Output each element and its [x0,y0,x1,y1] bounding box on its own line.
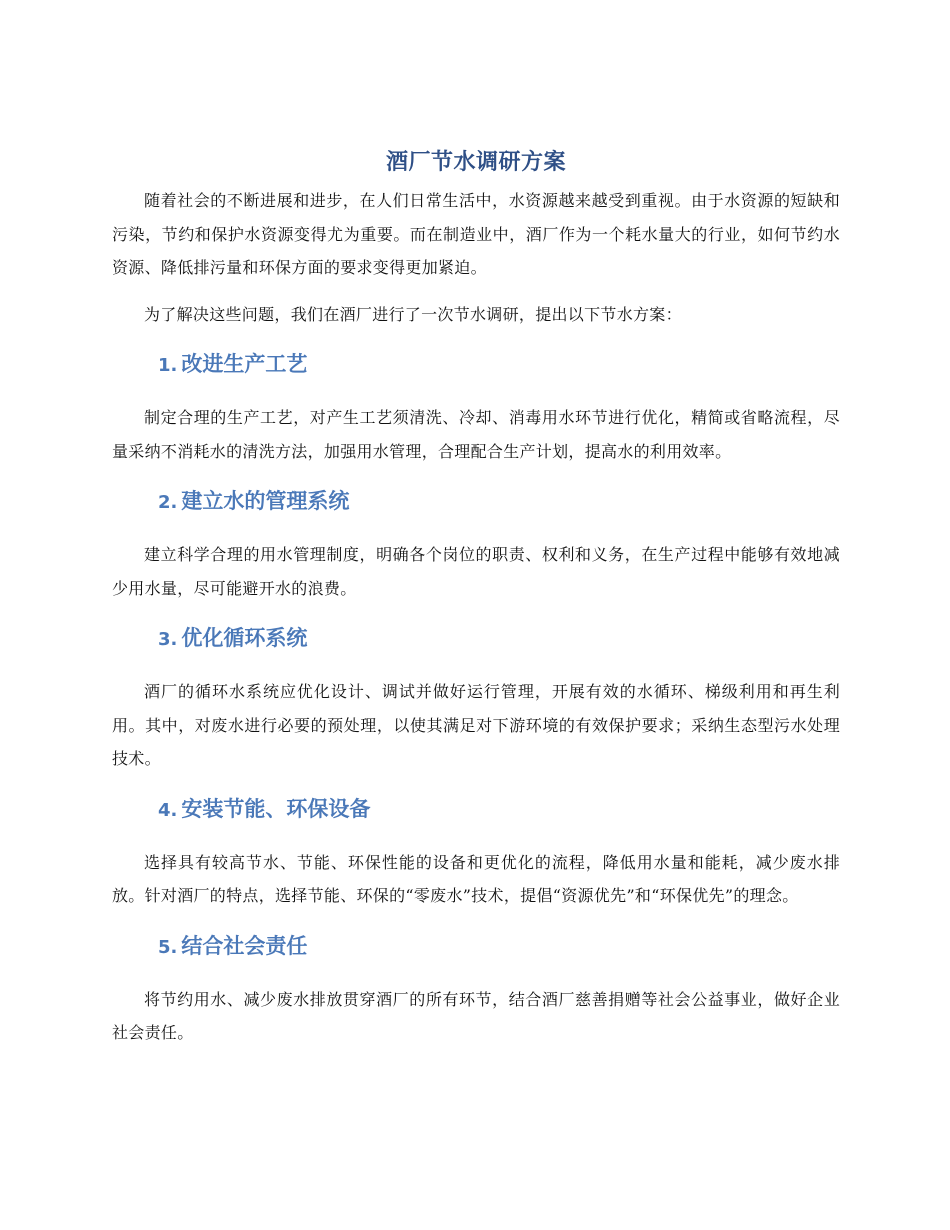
section-heading-text: 安装节能、环保设备 [181,796,371,821]
section-number: 2. [158,492,178,513]
section-heading-text: 改进生产工艺 [181,352,308,376]
section-heading [112,486,840,518]
section-heading [112,931,840,963]
section-body: 选择具有较高节水、节能、环保性能的设备和更优化的流程，降低用水量和能耗，减少废水排放。针对酒厂的特点，选择节能、环保的“零废水”技术，提倡“资源优先”和“环保优先”的理念。 [112,852,840,905]
section-number: 3. [158,629,178,650]
section-body: 将节约用水、减少废水排放贯穿酒厂的所有环节，结合酒厂慈善捐赠等社会公益事业，做好企业社会责任。 [112,989,840,1042]
section-heading-text: 建立水的管理系统 [181,489,350,513]
section [112,349,840,468]
document-title: 酒厂节水调研方案 [385,150,566,175]
section [112,486,840,605]
section-number: 5. [158,936,178,958]
section-number: 1. [158,355,178,376]
section [112,794,840,913]
section-body: 建立科学合理的用水管理制度，明确各个岗位的职责、权利和义务，在生产过程中能够有效地减少用水量，尽可能避开水的浪费。 [112,545,840,598]
intro-paragraph: 随着社会的不断进展和进步，在人们日常生活中，水资源越来越受到重视。由于水资源的短缺和污染，节约和保护水资源变得尤为重要。而在制造业中，酒厂作为一个耗水量大的行业，如何节约水资源、降低排污量和环保方面的要求变得更加紧迫。 [112,191,840,277]
section [112,623,840,776]
section-body: 酒厂的循环水系统应优化设计、调试并做好运行管理，开展有效的水循环、梯级利用和再生利用。其中，对废水进行必要的预处理，以使其满足对下游环境的有效保护要求；采纳生态型污水处理技术。 [112,682,840,768]
section-heading-text: 优化循环系统 [181,626,308,650]
section-heading [112,794,840,826]
section [112,931,840,1050]
document-page [112,148,840,1050]
section-heading [112,623,840,655]
section-heading [112,349,840,381]
intro-paragraph: 为了解决这些问题，我们在酒厂进行了一次节水调研，提出以下节水方案： [144,304,682,324]
section-body: 制定合理的生产工艺，对产生工艺须清洗、冷却、消毒用水环节进行优化，精简或省略流程，尽量采纳不消耗水的清洗方法，加强用水管理，合理配合生产计划，提高水的利用效率。 [112,408,840,461]
section-number: 4. [158,799,178,821]
section-heading-text: 结合社会责任 [181,933,308,958]
